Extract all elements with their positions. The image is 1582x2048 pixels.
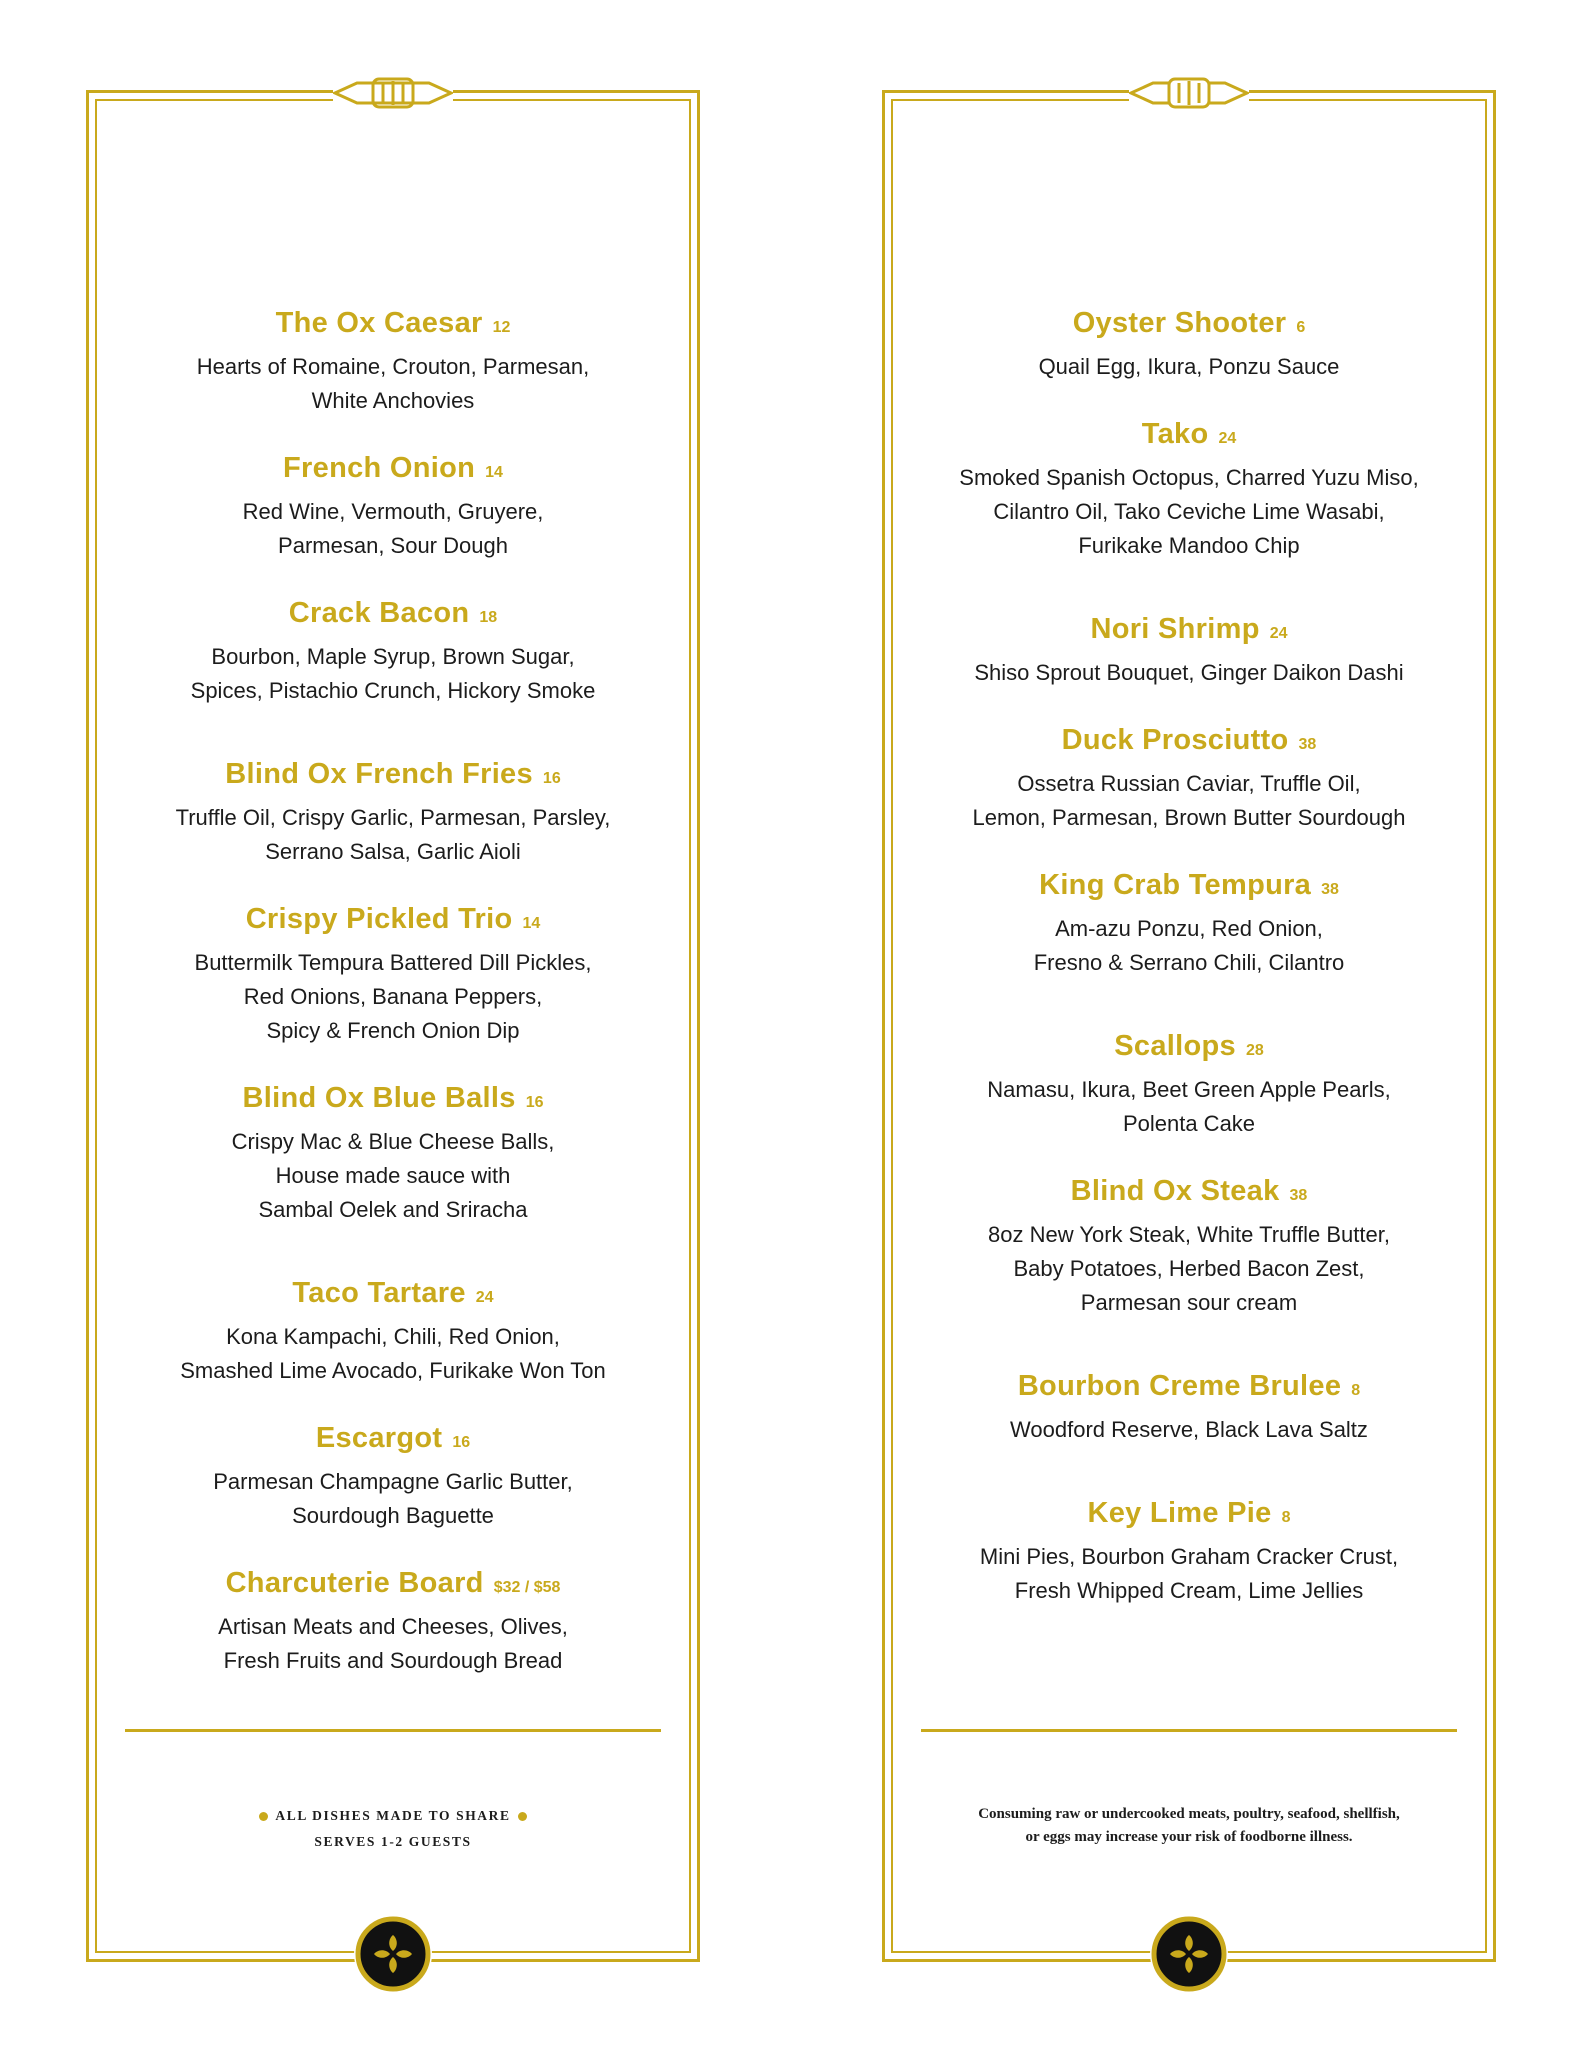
item-description: Smoked Spanish Octopus, Charred Yuzu Miso, xyxy=(959,465,1419,490)
item-description: Artisan Meats and Cheeses, Olives, xyxy=(218,1614,568,1639)
item-name: Duck Prosciutto xyxy=(1061,724,1289,756)
menu-item xyxy=(119,754,667,869)
right-menu-list xyxy=(915,303,1463,1638)
item-name: Charcuterie Board xyxy=(225,1567,484,1599)
item-description: Baby Potatoes, Herbed Bacon Zest, xyxy=(1013,1256,1365,1281)
divider xyxy=(125,1729,661,1732)
menu-item xyxy=(119,448,667,563)
item-price: 6 xyxy=(1296,319,1306,336)
item-price: 16 xyxy=(452,1434,471,1451)
item-name: Key Lime Pie xyxy=(1087,1497,1272,1529)
art-deco-ornament-icon xyxy=(1129,71,1249,115)
item-description: Polenta Cake xyxy=(1122,1111,1256,1136)
leaf-medallion-icon xyxy=(354,1915,432,1993)
item-price: $32 / $58 xyxy=(493,1579,561,1596)
item-price: 38 xyxy=(1289,1187,1308,1204)
item-name: French Onion xyxy=(283,452,476,484)
share-note-line: ALL DISHES MADE TO SHARE xyxy=(275,1808,511,1823)
item-description: Fresh Fruits and Sourdough Bread xyxy=(223,1648,563,1673)
item-description: Fresh Whipped Cream, Lime Jellies xyxy=(1014,1578,1364,1603)
menu-item xyxy=(915,414,1463,563)
item-name: Nori Shrimp xyxy=(1090,613,1260,645)
item-description: Cilantro Oil, Tako Ceviche Lime Wasabi, xyxy=(993,499,1385,524)
item-description: Furikake Mandoo Chip xyxy=(1078,533,1300,558)
item-name: Crispy Pickled Trio xyxy=(245,903,513,935)
item-description: Red Onions, Banana Peppers, xyxy=(243,984,543,1009)
item-description: Spices, Pistachio Crunch, Hickory Smoke xyxy=(190,678,596,703)
item-name: Blind Ox Steak xyxy=(1070,1175,1280,1207)
menu-item xyxy=(119,1078,667,1227)
item-description: Bourbon, Maple Syrup, Brown Sugar, xyxy=(211,644,575,669)
item-description: Parmesan sour cream xyxy=(1080,1290,1298,1315)
item-price: 38 xyxy=(1298,736,1317,753)
item-description: 8oz New York Steak, White Truffle Butter, xyxy=(988,1222,1390,1247)
item-price: 12 xyxy=(492,319,511,336)
notice-line: or eggs may increase your risk of foodborne illness. xyxy=(1025,1829,1353,1845)
item-name: Scallops xyxy=(1114,1030,1236,1062)
item-price: 16 xyxy=(542,770,561,787)
item-description: Woodford Reserve, Black Lava Saltz xyxy=(1010,1417,1368,1442)
item-price: 28 xyxy=(1245,1042,1264,1059)
menu-item xyxy=(915,609,1463,690)
item-price: 24 xyxy=(1218,430,1237,447)
item-description: Sambal Oelek and Sriracha xyxy=(258,1197,528,1222)
menu-item xyxy=(915,1493,1463,1608)
item-name: Bourbon Creme Brulee xyxy=(1017,1370,1342,1402)
leaf-medallion-icon xyxy=(1150,1915,1228,1993)
item-name: Tako xyxy=(1141,418,1209,450)
item-description: Spicy & French Onion Dip xyxy=(266,1018,520,1043)
menu-item xyxy=(915,865,1463,980)
item-description: Quail Egg, Ikura, Ponzu Sauce xyxy=(1038,354,1340,379)
notice-line: Consuming raw or undercooked meats, poultry, seafood, shellfish, xyxy=(978,1806,1400,1822)
item-description: House made sauce with xyxy=(275,1163,511,1188)
item-name: Blind Ox French Fries xyxy=(225,758,533,790)
item-price: 18 xyxy=(479,609,498,626)
share-note-line: SERVES 1-2 GUESTS xyxy=(314,1834,472,1849)
item-description: Ossetra Russian Caviar, Truffle Oil, xyxy=(1017,771,1361,796)
item-name: King Crab Tempura xyxy=(1039,869,1312,901)
item-price: 24 xyxy=(475,1289,494,1306)
item-description: Red Wine, Vermouth, Gruyere, xyxy=(242,499,544,524)
item-name: Escargot xyxy=(315,1422,443,1454)
item-description: Sourdough Baguette xyxy=(292,1503,494,1528)
item-description: Mini Pies, Bourbon Graham Cracker Crust, xyxy=(979,1544,1399,1569)
item-description: Parmesan Champagne Garlic Butter, xyxy=(213,1469,573,1494)
item-description: Serrano Salsa, Garlic Aioli xyxy=(265,839,521,864)
share-note xyxy=(119,1803,667,1855)
menu-item xyxy=(119,303,667,418)
item-description: Shiso Sprout Bouquet, Ginger Daikon Dashi xyxy=(974,660,1404,685)
menu-item xyxy=(915,720,1463,835)
item-price: 38 xyxy=(1321,881,1339,898)
item-description: Buttermilk Tempura Battered Dill Pickles, xyxy=(194,950,592,975)
item-description: Truffle Oil, Crispy Garlic, Parmesan, Parsley, xyxy=(175,805,611,830)
item-price: 24 xyxy=(1269,625,1288,642)
menu-item xyxy=(915,1366,1463,1447)
menu-item xyxy=(119,899,667,1048)
art-deco-ornament-icon xyxy=(333,71,453,115)
divider xyxy=(921,1729,1457,1732)
item-description: Lemon, Parmesan, Brown Butter Sourdough xyxy=(972,805,1406,830)
item-price: 14 xyxy=(522,915,541,932)
item-price: 16 xyxy=(525,1094,544,1111)
left-menu-panel xyxy=(86,90,700,1962)
item-description: Hearts of Romaine, Crouton, Parmesan, xyxy=(196,354,590,379)
menu-item xyxy=(119,1273,667,1388)
bullet-dot-icon xyxy=(518,1812,527,1821)
item-description: Namasu, Ikura, Beet Green Apple Pearls, xyxy=(987,1077,1391,1102)
menu-item xyxy=(119,593,667,708)
item-name: Oyster Shooter xyxy=(1072,307,1287,339)
left-menu-list xyxy=(119,303,667,1708)
item-price: 8 xyxy=(1281,1509,1291,1526)
item-name: Crack Bacon xyxy=(288,597,470,629)
item-price: 8 xyxy=(1351,1382,1361,1399)
item-description: Kona Kampachi, Chili, Red Onion, xyxy=(226,1324,560,1349)
menu-item xyxy=(119,1418,667,1533)
item-name: Blind Ox Blue Balls xyxy=(242,1082,516,1114)
item-description: White Anchovies xyxy=(311,388,475,413)
menu-item xyxy=(119,1563,667,1678)
menu-item xyxy=(915,1026,1463,1141)
item-description: Parmesan, Sour Dough xyxy=(278,533,508,558)
item-name: Taco Tartare xyxy=(292,1277,466,1309)
item-description: Crispy Mac & Blue Cheese Balls, xyxy=(231,1129,555,1154)
item-description: Smashed Lime Avocado, Furikake Won Ton xyxy=(180,1358,606,1383)
item-name: The Ox Caesar xyxy=(275,307,483,339)
right-menu-panel xyxy=(882,90,1496,1962)
item-description: Am-azu Ponzu, Red Onion, xyxy=(1055,916,1323,941)
food-safety-notice xyxy=(915,1803,1463,1849)
menu-item xyxy=(915,303,1463,384)
item-description: Fresno & Serrano Chili, Cilantro xyxy=(1033,950,1345,975)
bullet-dot-icon xyxy=(259,1812,268,1821)
item-price: 14 xyxy=(485,464,503,481)
menu-item xyxy=(915,1171,1463,1320)
